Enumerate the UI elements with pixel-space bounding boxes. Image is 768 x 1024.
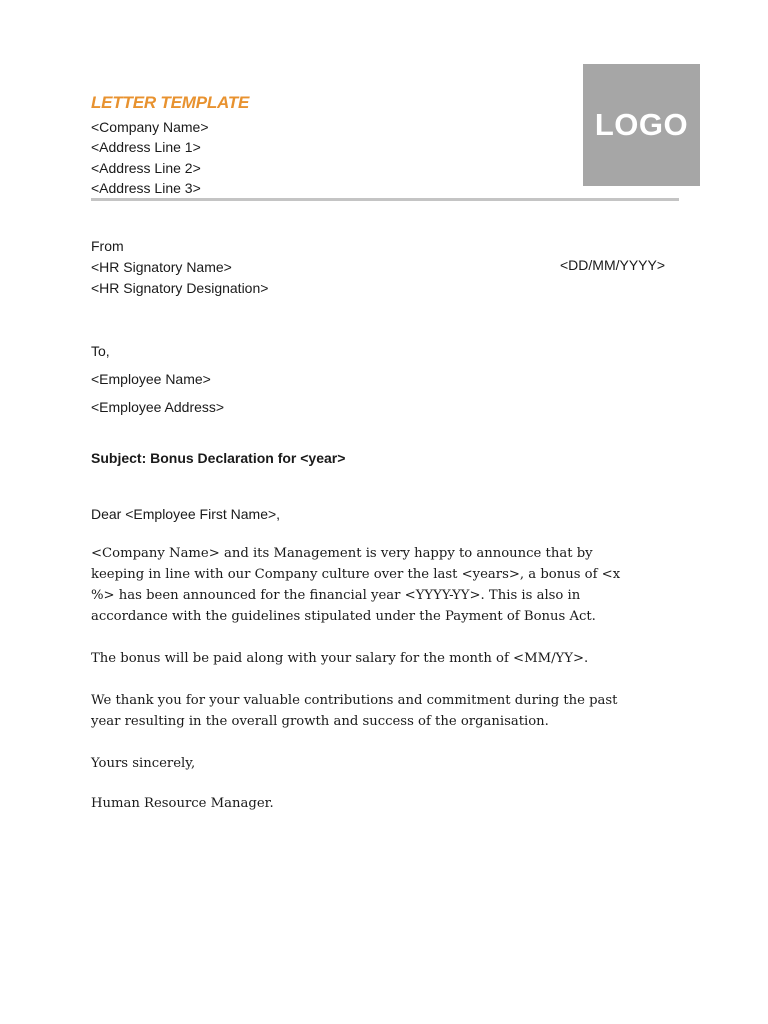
closing-text: Yours sincerely, bbox=[91, 756, 196, 771]
body-paragraph-1 bbox=[91, 543, 691, 627]
hr-signatory-name: <HR Signatory Name> bbox=[91, 258, 232, 275]
logo-text: LOGO bbox=[594, 107, 689, 142]
signoff-text: Human Resource Manager. bbox=[91, 796, 274, 811]
letter-date: <DD/MM/YYYY> bbox=[560, 257, 666, 273]
employee-address: <Employee Address> bbox=[91, 399, 225, 415]
address-line-1: <Address Line 1> bbox=[91, 139, 201, 156]
body-paragraph-1-line-3: %> has been announced for the financial year <YYYY-YY>. This is also in bbox=[91, 588, 581, 603]
body-paragraph-2 bbox=[91, 648, 691, 669]
company-address-block bbox=[91, 117, 209, 198]
from-label: From bbox=[91, 238, 124, 254]
header-divider bbox=[91, 198, 679, 201]
body-paragraph-3-line-2: year resulting in the overall growth and success of the organisation. bbox=[91, 714, 549, 729]
body-paragraph-1-line-2: keeping in line with our Company culture over the last <years>, a bonus of <x bbox=[91, 567, 621, 582]
address-line-3: <Address Line 3> bbox=[91, 179, 201, 196]
hr-signatory-designation: <HR Signatory Designation> bbox=[91, 279, 269, 296]
letter-title: LETTER TEMPLATE bbox=[91, 93, 250, 112]
sender-block bbox=[91, 236, 268, 298]
subject-line: Subject: Bonus Declaration for <year> bbox=[91, 450, 346, 466]
address-line-2: <Address Line 2> bbox=[91, 159, 201, 176]
employee-name: <Employee Name> bbox=[91, 371, 211, 387]
company-name: <Company Name> bbox=[91, 119, 209, 135]
closing bbox=[91, 753, 691, 774]
logo-placeholder bbox=[583, 64, 700, 186]
to-label: To, bbox=[91, 343, 110, 359]
body-paragraph-3 bbox=[91, 690, 691, 732]
body-paragraph-1-line-1: <Company Name> and its Management is very happy to announce that by bbox=[91, 546, 593, 561]
body-paragraph-1-line-4: accordance with the guidelines stipulated under the Payment of Bonus Act. bbox=[91, 609, 596, 624]
signoff bbox=[91, 793, 691, 814]
salutation: Dear <Employee First Name>, bbox=[91, 506, 281, 522]
body-paragraph-2-line-1: The bonus will be paid along with your salary for the month of <MM/YY>. bbox=[91, 651, 589, 666]
body-paragraph-3-line-1: We thank you for your valuable contributions and commitment during the past bbox=[91, 693, 618, 708]
recipient-block bbox=[91, 337, 224, 421]
